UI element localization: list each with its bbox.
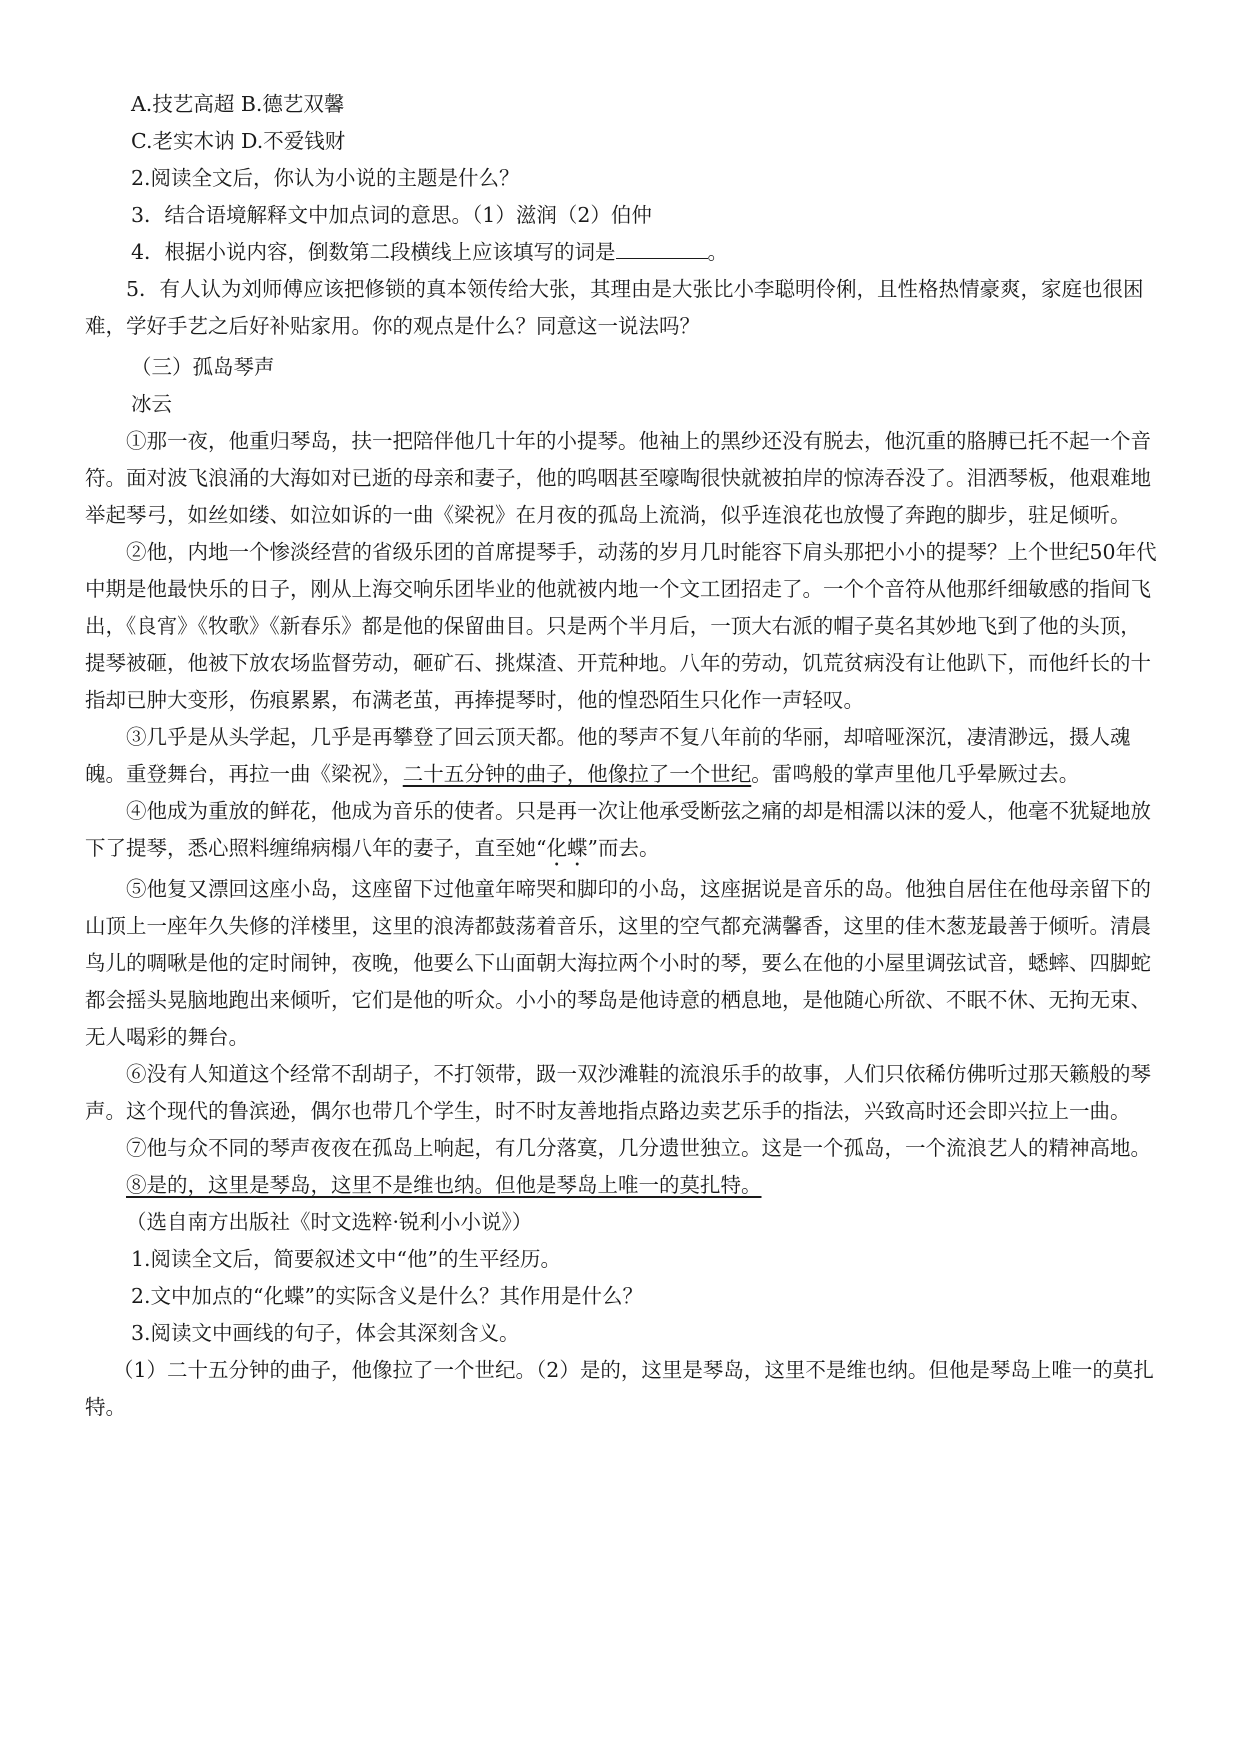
q1-options-line2: C.老实木讷 D.不爱钱财 xyxy=(131,129,346,153)
underlined-sentence-1: 二十五分钟的曲子，他像拉了一个世纪 xyxy=(402,762,752,786)
dotted-word: 化蝶 xyxy=(546,836,588,860)
q1-options-line1: A.技艺高超 B.德艺双馨 xyxy=(131,92,345,116)
author-name: 冰云 xyxy=(131,392,172,416)
paragraph-3-end: 。雷鸣般的掌声里他几乎晕厥过去。 xyxy=(751,762,1080,786)
paragraph-6: ⑥没有人知道这个经常不刮胡子，不打领带，趿一双沙滩鞋的流浪乐手的故事，人们只依稀仿佛听过那天籁般的琴声。这个现代的鲁滨逊，偶尔也带几个学生，时不时友善地指点路边卖艺乐手的指法，兴致高时还会即兴拉上一曲。 xyxy=(85,1062,1151,1123)
paragraph-4-start: ④他成为重放的鲜花，他成为音乐的使者。只是再一次让他承受断弦之痛的却是相濡以沫的爱人，他毫不犹疑地放下了提琴，悉心照料缠绵病榻八年的妻子，直至她“ xyxy=(85,799,1151,860)
section-heading: （三）孤岛琴声 xyxy=(131,355,275,379)
document-page xyxy=(85,86,1157,1426)
question-4-end: 。 xyxy=(707,240,729,264)
answer-blank xyxy=(616,238,708,259)
section3-question-1: 1.阅读全文后，简要叙述文中“他”的生平经历。 xyxy=(131,1247,562,1271)
question-2: 2.阅读全文后，你认为小说的主题是什么？ xyxy=(131,166,520,190)
question-4-text: 4．根据小说内容，倒数第二段横线上应该填写的词是 xyxy=(131,240,616,264)
question-4 xyxy=(85,234,1157,271)
paragraph-7: ⑦他与众不同的琴声夜夜在孤岛上响起，有几分落寞，几分遗世独立。这是一个孤岛，一个流浪艺人的精神高地。 xyxy=(126,1136,1151,1160)
source-citation: （选自南方出版社《时文选粹·锐利小小说》） xyxy=(126,1210,533,1234)
paragraph-4 xyxy=(85,793,1157,871)
paragraph-2: ②他，内地一个惨淡经营的省级乐团的首席提琴手，动荡的岁月几时能容下肩头那把小小的提琴？上个世纪50年代中期是他最快乐的日子，刚从上海交响乐团毕业的他就被内地一个文工团招走了。一个个音符从他那纤细敏感的指间飞出，《良宵》《牧歌》《新春乐》都是他的保留曲目。只是两个半月后，一顶大右派的帽子莫名其妙地飞到了他的头顶，提琴被砸，他被下放农场监督劳动，砸矿石、挑煤渣、开荒种地。八年的劳动，饥荒贫病没有让他趴下，而他纤长的十指却已肿大变形，伤痕累累，布满老茧，再捧提琴时，他的惶恐陌生只化作一声轻叹。 xyxy=(85,540,1157,712)
underlined-sentence-2: ⑧是的，这里是琴岛，这里不是维也纳。但他是琴岛上唯一的莫扎特。 xyxy=(126,1173,762,1197)
paragraph-8 xyxy=(85,1167,1157,1204)
question-3: 3．结合语境解释文中加点词的意思。（1）滋润（2）伯仲 xyxy=(131,203,652,227)
section3-question-2: 2.文中加点的“化蝶”的实际含义是什么？其作用是什么？ xyxy=(131,1284,644,1308)
paragraph-1: ①那一夜，他重归琴岛，扶一把陪伴他几十年的小提琴。他袖上的黑纱还没有脱去，他沉重的胳膊已托不起一个音符。面对波飞浪涌的大海如对已逝的母亲和妻子，他的呜咽甚至嚎啕很快就被拍岸的惊涛吞没了。泪洒琴板，他艰难地举起琴弓，如丝如缕、如泣如诉的一曲《梁祝》在月夜的孤岛上流淌，似乎连浪花也放慢了奔跑的脚步，驻足倾听。 xyxy=(85,429,1151,527)
paragraph-3 xyxy=(85,719,1157,793)
paragraph-5: ⑤他复又漂回这座小岛，这座留下过他童年啼哭和脚印的小岛，这座据说是音乐的岛。他独自居住在他母亲留下的山顶上一座年久失修的洋楼里，这里的浪涛都鼓荡着音乐，这里的空气都充满馨香，这里的佳木葱茏最善于倾听。清晨鸟儿的啁啾是他的定时闹钟，夜晚，他要么下山面朝大海拉两个小时的琴，要么在他的小屋里调弦试音，蟋蟀、四脚蛇都会摇头晃脑地跑出来倾听，它们是他的听众。小小的琴岛是他诗意的栖息地，是他随心所欲、不眠不休、无拘无束、无人喝彩的舞台。 xyxy=(85,877,1151,1049)
section3-question-3-sub: （1）二十五分钟的曲子，他像拉了一个世纪。（2）是的，这里是琴岛，这里不是维也纳。但他是琴岛上唯一的莫扎特。 xyxy=(85,1358,1154,1419)
paragraph-4-end: ”而去。 xyxy=(587,836,660,860)
question-5: 5．有人认为刘师傅应该把修锁的真本领传给大张，其理由是大张比小李聪明伶俐，且性格热情豪爽，家庭也很困难，学好手艺之后好补贴家用。你的观点是什么？同意这一说法吗？ xyxy=(85,277,1144,338)
paragraph-3-start: ③几乎是从头学起，几乎是再攀登了回云顶天都。他的琴声不复八年前的华丽，却喑哑深沉，凄清渺远，摄人魂魄。重登舞台，再拉一曲《梁祝》， xyxy=(85,725,1131,786)
section3-question-3: 3.阅读文中画线的句子，体会其深刻含义。 xyxy=(131,1321,520,1345)
